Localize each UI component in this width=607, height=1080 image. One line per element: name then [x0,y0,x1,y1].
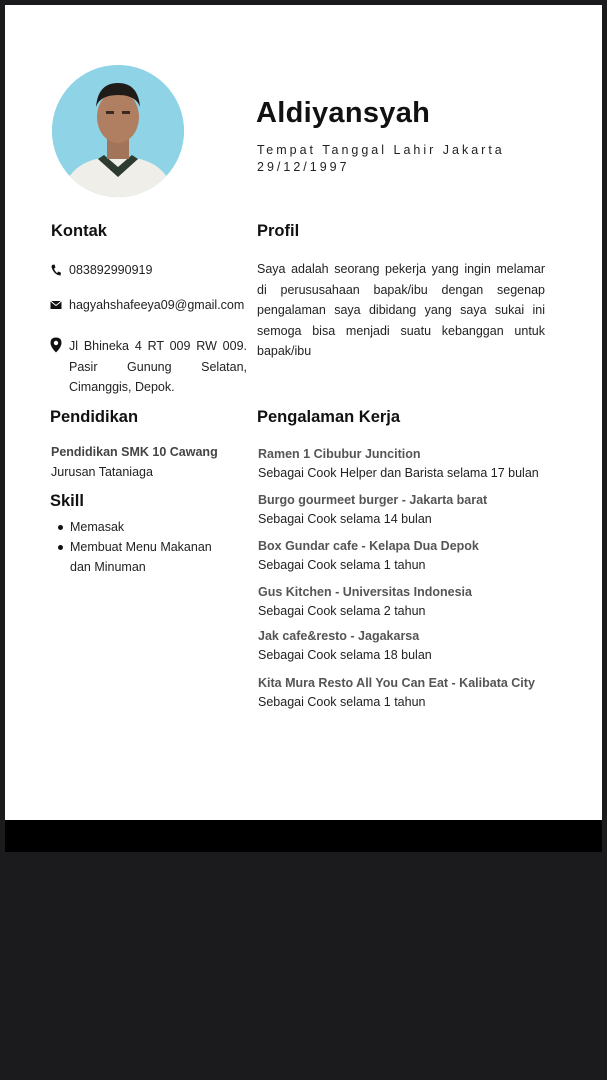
experience-heading: Pengalaman Kerja [257,408,401,426]
experience-desc: Sebagai Cook Helper dan Barista selama 17 bulan [258,466,539,480]
experience-title: Gus Kitchen - Universitas Indonesia [258,585,472,599]
experience-item [258,627,578,665]
birth-label: Tempat Tanggal Lahir Jakarta [257,143,505,157]
experience-item [258,445,578,483]
experience-title: Box Gundar cafe - Kelapa Dua Depok [258,539,479,553]
experience-desc: Sebagai Cook selama 14 bulan [258,512,432,526]
birth-date: 29/12/1997 [257,160,350,174]
candidate-name: Aldiyansyah [256,97,431,129]
phone-icon [50,263,62,277]
phone-number: 083892990919 [69,263,153,277]
skill-item: Memasak [51,517,231,537]
education-heading: Pendidikan [50,408,139,426]
experience-desc: Sebagai Cook selama 18 bulan [258,648,432,662]
email-address: hagyahshafeeya09@gmail.com [69,298,245,312]
experience-item [258,674,578,712]
profile-heading: Profil [257,222,300,240]
profile-text: Saya adalah seorang pekerja yang ingin melamar di perususahaan bapak/ibu dengan segenap pengalaman saya dibidang yang saya sukai ini semoga bisa menjadi suatu kebanggan untuk bapak/ibu [257,262,545,358]
address-text: Jl Bhineka 4 RT 009 RW 009. Pasir Gunung Selatan, Cimanggis, Depok. [69,339,247,394]
contact-address [50,336,247,398]
bottom-black-band [5,820,602,852]
experience-title: Ramen 1 Cibubur Juncition [258,447,421,461]
experience-desc: Sebagai Cook selama 2 tahun [258,604,426,618]
skill-item: Membuat Menu Makanan dan Minuman [51,537,231,577]
map-pin-icon [50,337,62,353]
resume-page [5,5,602,820]
experience-title: Burgo gourmeet burger - Jakarta barat [258,493,488,507]
experience-title: Kita Mura Resto All You Can Eat - Kalibata City [258,676,535,690]
education-school: Pendidikan SMK 10 Cawang [51,445,218,459]
education-major: Jurusan Tataniaga [51,465,153,479]
contact-email [50,298,244,312]
experience-item [258,491,578,529]
contact-phone [50,263,152,277]
experience-desc: Sebagai Cook selama 1 tahun [258,695,426,709]
experience-desc: Sebagai Cook selama 1 tahun [258,558,426,572]
experience-item [258,537,578,575]
profile-photo [52,65,184,197]
envelope-icon [50,298,62,312]
birth-info [257,142,537,176]
skill-heading: Skill [50,492,84,510]
skill-list [51,517,231,577]
experience-title: Jak cafe&resto - Jagakarsa [258,629,420,643]
experience-item [258,583,578,621]
contact-heading: Kontak [51,222,107,240]
